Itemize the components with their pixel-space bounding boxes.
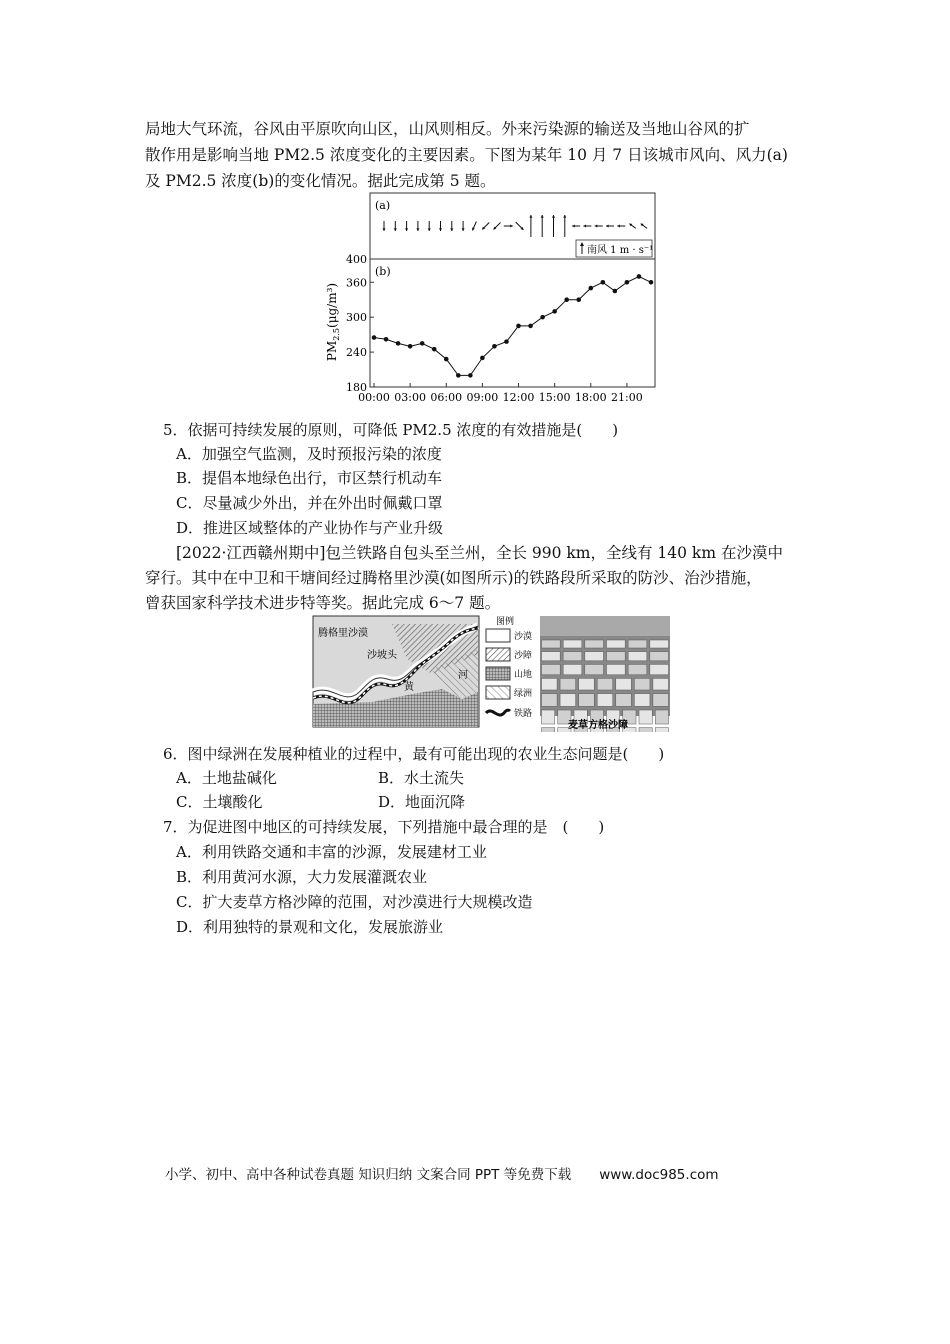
pm25-point — [384, 337, 389, 342]
straw-square — [655, 710, 668, 724]
q6-option-a[interactable]: A．土地盐碱化 — [176, 769, 277, 787]
pm25-point — [588, 286, 593, 291]
straw-square — [616, 678, 632, 690]
y-tick-label: 240 — [346, 346, 367, 360]
straw-square — [560, 678, 576, 690]
straw-square — [542, 728, 555, 732]
pm25-point — [468, 373, 473, 378]
straw-square — [542, 678, 558, 690]
straw-square — [585, 664, 604, 674]
pm25-point — [625, 280, 630, 285]
q7-option-c[interactable]: C．扩大麦草方格沙障的范围，对沙漠进行大规模改造 — [176, 893, 533, 911]
straw-square — [634, 694, 650, 707]
straw-checkerboard-photo — [540, 616, 670, 732]
straw-square — [655, 728, 668, 732]
pm25-point — [396, 341, 401, 346]
y-tick-label: 300 — [346, 311, 367, 325]
pm25-point — [372, 335, 377, 340]
pm25-point — [492, 344, 497, 349]
intro2-line-1: [2022·江西赣州期中]包兰铁路自包头至兰州，全长 990 km，全线有 140 km 在沙漠中 — [176, 544, 783, 562]
straw-square — [650, 652, 669, 661]
intro2-line-2: 穿行。其中在中卫和干塘间经过腾格里沙漠(如图所示)的铁路段所采取的防沙、治沙措施， — [145, 569, 762, 587]
q5-option-a[interactable]: A．加强空气监测，及时预报污染的浓度 — [176, 445, 442, 463]
pm25-point — [444, 357, 449, 362]
straw-square — [579, 694, 595, 707]
legend-swatch-desert — [486, 629, 510, 642]
straw-square — [653, 694, 669, 707]
pm25-point — [528, 324, 533, 329]
q7-option-d[interactable]: D．利用独特的景观和文化，发展旅游业 — [176, 918, 444, 936]
straw-square — [634, 678, 650, 690]
pm25-point — [480, 356, 485, 361]
wind-legend-label: 南风 1 m · s⁻¹ — [587, 245, 654, 256]
map-place-label: 沙坡头 — [367, 650, 397, 661]
pm25-point — [420, 341, 425, 346]
straw-square — [607, 640, 626, 648]
pm25-point — [613, 289, 618, 294]
pm25-point — [576, 297, 581, 302]
straw-square — [616, 694, 632, 707]
intro2-line-3: 曾获国家科学技术进步特等奖。据此完成 6～7 题。 — [145, 594, 501, 612]
pm25-point — [504, 339, 509, 344]
x-tick-label: 21:00 — [611, 391, 643, 404]
x-tick-label: 00:00 — [358, 391, 390, 404]
straw-square — [563, 652, 582, 661]
footer-text: 小学、初中、高中各种试卷真题 知识归纳 文案合同 PPT 等免费下载 — [165, 1167, 572, 1183]
q5-option-b[interactable]: B．提倡本地绿色出行，市区禁行机动车 — [176, 469, 443, 487]
straw-square — [597, 694, 613, 707]
straw-square — [607, 664, 626, 674]
q6-stem: 6．图中绿洲在发展种植业的过程中，最有可能出现的农业生态问题是( ) — [163, 745, 665, 763]
straw-square — [628, 640, 647, 648]
photo-caption: 麦草方格沙障 — [568, 720, 628, 731]
intro-line-2: 散作用是影响当地 PM2.5 浓度变化的主要因素。下图为某年 10 月 7 日该城市风向、风力(a) — [145, 146, 788, 164]
y-axis-label — [325, 283, 341, 361]
map-river-char-huang: 黄 — [404, 682, 414, 693]
q7-option-a[interactable]: A．利用铁路交通和丰富的沙源，发展建材工业 — [176, 843, 487, 861]
legend-swatch-mountain — [486, 667, 510, 680]
pm25-point — [649, 280, 654, 285]
footer — [165, 1163, 719, 1183]
pm25-panel — [370, 259, 655, 387]
straw-square — [639, 710, 652, 724]
x-tick-label: 15:00 — [538, 391, 571, 404]
y-axis-label-main: PM — [325, 340, 339, 362]
straw-square — [597, 678, 613, 690]
x-tick-label: 12:00 — [502, 391, 535, 404]
straw-square — [542, 664, 561, 674]
y-tick-label: 360 — [346, 276, 367, 290]
straw-square — [579, 678, 595, 690]
q5-stem: 5．依据可持续发展的原则，可降低 PM2.5 浓度的有效措施是( ) — [163, 421, 619, 439]
legend-swatch-oasis — [486, 686, 510, 699]
straw-square — [585, 652, 604, 661]
straw-square — [653, 678, 669, 690]
straw-square — [563, 640, 582, 648]
straw-square — [628, 652, 647, 661]
pm25-point — [516, 324, 521, 329]
y-axis-label-sub: 2.5 — [332, 327, 341, 341]
panel-b-label: (b) — [375, 265, 391, 278]
x-tick-label: 06:00 — [430, 391, 463, 404]
q5-option-c[interactable]: C．尽量减少外出，并在外出时佩戴口罩 — [176, 494, 443, 512]
x-tick-label: 09:00 — [466, 391, 499, 404]
legend-swatch-railway — [486, 710, 510, 715]
legend-desert: 沙漠 — [514, 632, 533, 642]
q7-option-b[interactable]: B．利用黄河水源，大力发展灌溉农业 — [176, 868, 428, 886]
y-tick-label: 180 — [346, 381, 367, 394]
pm25-point — [456, 373, 461, 378]
map-river-char-he: 河 — [458, 670, 468, 681]
intro-line-3: 及 PM2.5 浓度(b)的变化情况。据此完成第 5 题。 — [145, 172, 496, 190]
intro-line-1: 局地大气环流，谷风由平原吹向山区，山风则相反。外来污染源的输送及当地山谷风的扩 — [145, 120, 750, 138]
map-desert-label: 腾格里沙漠 — [318, 628, 368, 639]
legend-mountain: 山地 — [514, 670, 533, 680]
straw-square — [639, 728, 652, 732]
straw-square — [650, 640, 669, 648]
q6-option-b[interactable]: B．水土流失 — [378, 769, 465, 787]
straw-square — [650, 664, 669, 674]
pm25-point — [552, 309, 557, 314]
panel-a-label: (a) — [375, 199, 391, 212]
q6-option-d[interactable]: D．地面沉降 — [378, 793, 466, 811]
pm25-point — [601, 280, 606, 285]
pm25-point — [564, 297, 569, 302]
q7-stem: 7．为促进图中地区的可持续发展，下列措施中最合理的是 ( ) — [163, 818, 605, 836]
pm25-point — [408, 344, 413, 349]
x-tick-label: 03:00 — [394, 391, 426, 404]
tengger-map-figure — [312, 614, 672, 732]
pm25-point — [637, 274, 642, 279]
y-axis-label-unit: (μg/m³) — [325, 282, 339, 328]
q5-option-d[interactable]: D．推进区域整体的产业协作与产业升级 — [176, 519, 444, 537]
straw-square — [542, 710, 555, 724]
legend-oasis: 绿洲 — [514, 689, 533, 699]
y-tick-label: 400 — [346, 253, 367, 266]
x-tick-label: 18:00 — [574, 391, 607, 404]
straw-square — [542, 640, 561, 648]
legend-railway: 铁路 — [514, 709, 533, 719]
legend-swatch-sand-barrier — [486, 648, 510, 661]
straw-square — [542, 652, 561, 661]
straw-square — [563, 664, 582, 674]
legend-title: 图例 — [496, 617, 515, 627]
pm25-wind-chart — [318, 192, 663, 407]
straw-square — [585, 640, 604, 648]
footer-url[interactable]: www.doc985.com — [599, 1167, 719, 1183]
straw-square — [628, 664, 647, 674]
pm25-point — [540, 315, 545, 320]
q6-option-c[interactable]: C．土壤酸化 — [176, 793, 263, 811]
straw-square — [542, 694, 558, 707]
straw-square — [560, 694, 576, 707]
straw-square — [607, 652, 626, 661]
pm25-point — [432, 347, 437, 352]
legend-sand-barrier: 沙障 — [514, 651, 533, 661]
